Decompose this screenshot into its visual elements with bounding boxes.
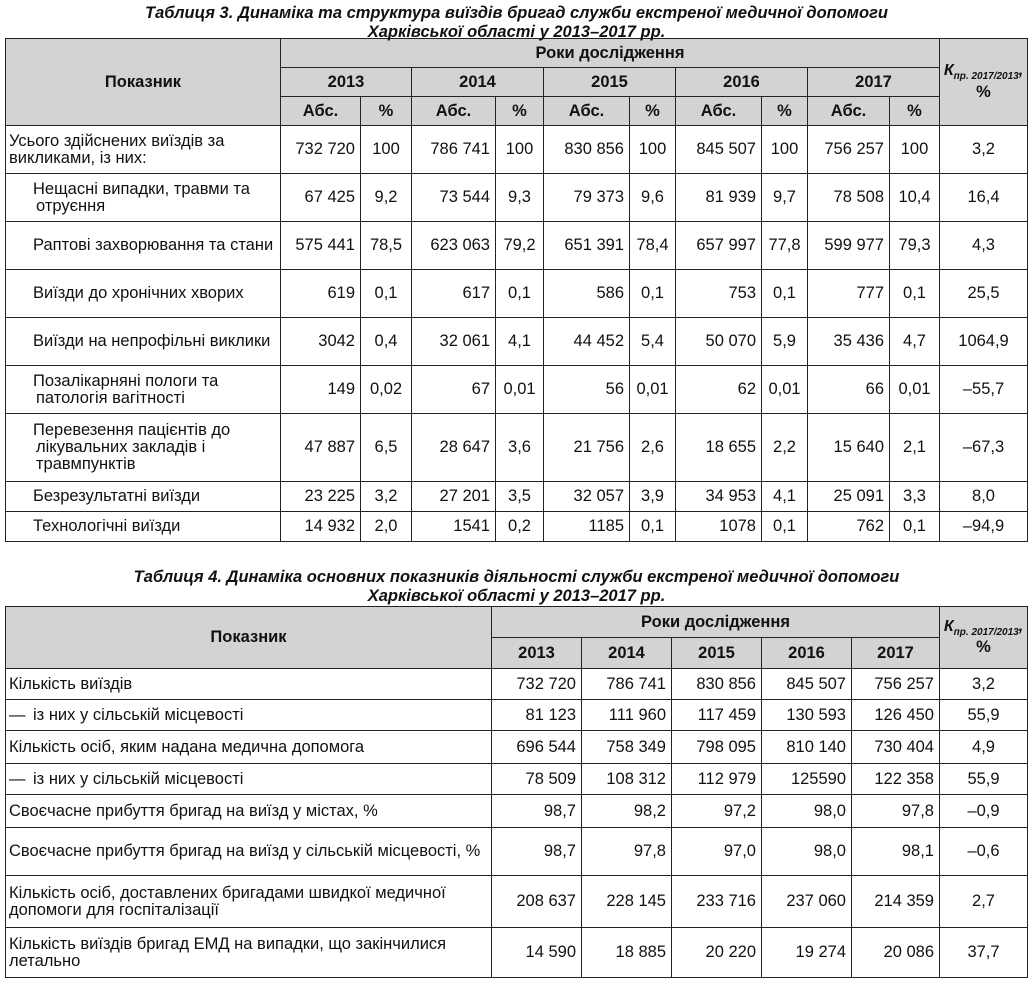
table3-k-cell: –67,3 bbox=[940, 414, 1028, 482]
table4-header-k bbox=[940, 607, 1028, 669]
table4-year-header: 2014 bbox=[582, 638, 672, 669]
table3-pct-cell: 0,1 bbox=[762, 270, 808, 318]
table3-pct-cell: 0,01 bbox=[630, 366, 676, 414]
table4-header-k-suffix: , bbox=[1018, 617, 1024, 635]
table3-row-label bbox=[6, 222, 281, 270]
table4-k-cell: 37,7 bbox=[940, 928, 1028, 978]
table4-row-label bbox=[6, 669, 492, 700]
table3-year-header: 2017 bbox=[808, 68, 940, 97]
table4-row-label-text: Кількість осіб, яким надана медична допомога bbox=[9, 737, 365, 756]
table4-value-cell: 78 509 bbox=[492, 764, 582, 795]
table3-pct-cell: 2,0 bbox=[361, 512, 412, 542]
table3-pct-cell: 0,2 bbox=[496, 512, 544, 542]
table3-abs-cell: 81 939 bbox=[676, 174, 762, 222]
table3-header-k-main: К bbox=[943, 62, 954, 80]
table4-k-cell: 4,9 bbox=[940, 731, 1028, 764]
table4-row-label bbox=[6, 731, 492, 764]
dash-marker bbox=[9, 237, 33, 254]
table4-row-label bbox=[6, 828, 492, 876]
row-label-wrap bbox=[9, 422, 277, 473]
table3-caption-line1: Таблиця 3. Динаміка та структура виїздів бригад служби екстреної медичної допомоги bbox=[145, 4, 888, 22]
table4-value-cell: 696 544 bbox=[492, 731, 582, 764]
table3-abs-cell: 1541 bbox=[412, 512, 496, 542]
row-label-wrap bbox=[9, 518, 277, 535]
table4-header-k-main: К bbox=[943, 617, 954, 635]
table4-value-cell: 112 979 bbox=[672, 764, 762, 795]
table3-row bbox=[6, 366, 1028, 414]
table3-row bbox=[6, 482, 1028, 512]
table3-pct-cell: 10,4 bbox=[890, 174, 940, 222]
table3-pct-cell: 0,01 bbox=[762, 366, 808, 414]
table3-pct-cell: 3,9 bbox=[630, 482, 676, 512]
table4-value-cell: 97,0 bbox=[672, 828, 762, 876]
table3-row-label bbox=[6, 414, 281, 482]
table3-abs-header: Абс. bbox=[676, 97, 762, 126]
table4-value-cell: 228 145 bbox=[582, 876, 672, 928]
table4-row-label-text: Своєчасне прибуття бригад на виїзд у містах, % bbox=[9, 801, 378, 820]
table3-header-k-unit: % bbox=[976, 82, 991, 101]
table4 bbox=[5, 606, 1028, 978]
table3-row-label-text: Позалікарняні пологи та патологія вагітності bbox=[33, 371, 219, 407]
table3-abs-cell: 14 932 bbox=[281, 512, 361, 542]
table4-row bbox=[6, 795, 1028, 828]
table4-value-cell: 98,7 bbox=[492, 795, 582, 828]
table3-header-indicator: Показник bbox=[6, 39, 281, 126]
table3-row bbox=[6, 512, 1028, 542]
table3-pct-cell: 2,6 bbox=[630, 414, 676, 482]
table4-value-cell: 798 095 bbox=[672, 731, 762, 764]
table4-value-cell: 208 637 bbox=[492, 876, 582, 928]
table3-pct-cell: 9,2 bbox=[361, 174, 412, 222]
table3-row-label bbox=[6, 174, 281, 222]
table4-value-cell: 237 060 bbox=[762, 876, 852, 928]
table3-abs-cell: 25 091 bbox=[808, 482, 890, 512]
table3-pct-cell: 4,1 bbox=[496, 318, 544, 366]
table4-caption bbox=[0, 568, 1033, 606]
table4-value-cell: 19 274 bbox=[762, 928, 852, 978]
table3-pct-cell: 100 bbox=[496, 126, 544, 174]
table3-pct-cell: 79,2 bbox=[496, 222, 544, 270]
table3-abs-cell: 575 441 bbox=[281, 222, 361, 270]
table3-row bbox=[6, 222, 1028, 270]
table4-header-k-sub: пр. 2017/2013 bbox=[953, 627, 1019, 639]
table3-pct-cell: 4,7 bbox=[890, 318, 940, 366]
table3-pct-cell: 100 bbox=[630, 126, 676, 174]
table3-pct-header: % bbox=[630, 97, 676, 126]
table3-row bbox=[6, 414, 1028, 482]
table3-pct-header: % bbox=[762, 97, 808, 126]
table3-abs-cell: 732 720 bbox=[281, 126, 361, 174]
table3-abs-cell: 1185 bbox=[544, 512, 630, 542]
table3-row bbox=[6, 318, 1028, 366]
table3-row-label bbox=[6, 366, 281, 414]
table3-pct-header: % bbox=[361, 97, 412, 126]
table4-year-header: 2013 bbox=[492, 638, 582, 669]
table3-row-label-text: Технологічні виїзди bbox=[33, 517, 181, 535]
table3-abs-cell: 21 756 bbox=[544, 414, 630, 482]
table4-value-cell: 18 885 bbox=[582, 928, 672, 978]
table4-value-cell: 98,2 bbox=[582, 795, 672, 828]
table3-header-k-suffix: , bbox=[1018, 62, 1024, 80]
table4-row-label bbox=[6, 700, 492, 731]
table3-abs-cell: 34 953 bbox=[676, 482, 762, 512]
dash-marker: — bbox=[9, 769, 26, 788]
table3-pct-cell: 78,4 bbox=[630, 222, 676, 270]
table3-k-cell: 16,4 bbox=[940, 174, 1028, 222]
table4-value-cell: 108 312 bbox=[582, 764, 672, 795]
table3-pct-cell: 0,1 bbox=[890, 512, 940, 542]
table3-pct-cell: 0,02 bbox=[361, 366, 412, 414]
table3-abs-cell: 44 452 bbox=[544, 318, 630, 366]
table4-value-cell: 97,8 bbox=[582, 828, 672, 876]
table4-caption-line2: Харківської області у 2013–2017 рр. bbox=[367, 587, 666, 605]
table4-value-cell: 810 140 bbox=[762, 731, 852, 764]
table3-abs-cell: 47 887 bbox=[281, 414, 361, 482]
table4-k-cell: –0,9 bbox=[940, 795, 1028, 828]
table3-abs-header: Абс. bbox=[544, 97, 630, 126]
table3-abs-cell: 599 977 bbox=[808, 222, 890, 270]
table3-pct-cell: 100 bbox=[361, 126, 412, 174]
table4-value-cell: 20 086 bbox=[852, 928, 940, 978]
table3-pct-cell: 79,3 bbox=[890, 222, 940, 270]
dash-marker bbox=[9, 518, 33, 535]
table3-pct-cell: 3,2 bbox=[361, 482, 412, 512]
table4-row-label bbox=[6, 795, 492, 828]
table4-value-cell: 786 741 bbox=[582, 669, 672, 700]
table3-abs-cell: 78 508 bbox=[808, 174, 890, 222]
table3-abs-cell: 830 856 bbox=[544, 126, 630, 174]
table3-year-header: 2013 bbox=[281, 68, 412, 97]
table3-row-label-text: Нещасні випадки, травми та отруєння bbox=[33, 179, 250, 215]
table3-abs-header: Абс. bbox=[281, 97, 361, 126]
table3-abs-cell: 18 655 bbox=[676, 414, 762, 482]
table3-abs-cell: 73 544 bbox=[412, 174, 496, 222]
table3-row-label-text: Виїзди на непрофільні виклики bbox=[33, 332, 271, 350]
table4-value-cell: 117 459 bbox=[672, 700, 762, 731]
table4-value-cell: 730 404 bbox=[852, 731, 940, 764]
row-label-wrap bbox=[9, 373, 277, 407]
table4-k-cell: 55,9 bbox=[940, 764, 1028, 795]
table4-value-cell: 758 349 bbox=[582, 731, 672, 764]
table3-row-label-text: Виїзди до хронічних хворих bbox=[33, 284, 244, 302]
table4-value-cell: 126 450 bbox=[852, 700, 940, 731]
table3-pct-cell: 100 bbox=[762, 126, 808, 174]
table4-header-years: Роки дослідження bbox=[492, 607, 940, 638]
table4-value-cell: 98,0 bbox=[762, 795, 852, 828]
table3-k-cell: 3,2 bbox=[940, 126, 1028, 174]
table3-pct-cell: 3,6 bbox=[496, 414, 544, 482]
table3-abs-cell: 756 257 bbox=[808, 126, 890, 174]
table3-k-cell: 1064,9 bbox=[940, 318, 1028, 366]
table3-k-cell: –55,7 bbox=[940, 366, 1028, 414]
table3-pct-cell: 100 bbox=[890, 126, 940, 174]
table4-caption-line1: Таблиця 4. Динаміка основних показників діяльності служби екстреної медичної допомоги bbox=[133, 568, 900, 586]
table3-k-cell: 25,5 bbox=[940, 270, 1028, 318]
table4-row-label-text: Кількість виїздів bbox=[9, 674, 133, 693]
table4-row bbox=[6, 700, 1028, 731]
table4-value-cell: 98,0 bbox=[762, 828, 852, 876]
table3-abs-cell: 67 bbox=[412, 366, 496, 414]
row-label-wrap bbox=[9, 237, 277, 254]
table3-pct-cell: 2,1 bbox=[890, 414, 940, 482]
table3-pct-cell: 3,3 bbox=[890, 482, 940, 512]
table3-row-label bbox=[6, 482, 281, 512]
table4-value-cell: 125590 bbox=[762, 764, 852, 795]
table3 bbox=[5, 38, 1028, 542]
table3-year-header: 2015 bbox=[544, 68, 676, 97]
table3-abs-cell: 32 061 bbox=[412, 318, 496, 366]
table3-pct-header: % bbox=[496, 97, 544, 126]
table3-k-cell: –94,9 bbox=[940, 512, 1028, 542]
table4-year-header: 2015 bbox=[672, 638, 762, 669]
table4-row bbox=[6, 828, 1028, 876]
dash-marker bbox=[9, 488, 33, 505]
table3-abs-cell: 586 bbox=[544, 270, 630, 318]
table4-row-label-text: Кількість осіб, доставлених бригадами швидкої медичної допомоги для госпіталізації bbox=[9, 883, 446, 919]
table3-pct-cell: 0,1 bbox=[630, 270, 676, 318]
table3-pct-cell: 3,5 bbox=[496, 482, 544, 512]
table4-value-cell: 233 716 bbox=[672, 876, 762, 928]
table3-pct-cell: 0,1 bbox=[361, 270, 412, 318]
table3-pct-cell: 5,4 bbox=[630, 318, 676, 366]
table4-value-cell: 845 507 bbox=[762, 669, 852, 700]
dash-marker: — bbox=[9, 705, 26, 724]
dash-marker bbox=[9, 422, 33, 439]
table4-row-label bbox=[6, 764, 492, 795]
table4-row-label-text: Своєчасне прибуття бригад на виїзд у сільській місцевості, % bbox=[9, 842, 481, 860]
table3-header-years: Роки дослідження bbox=[281, 39, 940, 68]
table3-row-label bbox=[6, 270, 281, 318]
table3-pct-cell: 77,8 bbox=[762, 222, 808, 270]
table3-abs-cell: 28 647 bbox=[412, 414, 496, 482]
table3-abs-cell: 753 bbox=[676, 270, 762, 318]
table3-row-label-text: Усього здійснених виїздів за викликами, із них: bbox=[9, 131, 225, 167]
table4-value-cell: 98,1 bbox=[852, 828, 940, 876]
table3-abs-cell: 623 063 bbox=[412, 222, 496, 270]
table3-k-cell: 4,3 bbox=[940, 222, 1028, 270]
row-label-wrap bbox=[9, 488, 277, 505]
table4-row bbox=[6, 876, 1028, 928]
table3-abs-cell: 79 373 bbox=[544, 174, 630, 222]
table3-abs-cell: 66 bbox=[808, 366, 890, 414]
table3-abs-cell: 651 391 bbox=[544, 222, 630, 270]
table3-pct-header: % bbox=[890, 97, 940, 126]
table4-value-cell: 830 856 bbox=[672, 669, 762, 700]
table3-abs-cell: 50 070 bbox=[676, 318, 762, 366]
table3-row-label-text: Раптові захворювання та стани bbox=[33, 236, 274, 254]
table4-k-cell: 3,2 bbox=[940, 669, 1028, 700]
table4-value-cell: 214 359 bbox=[852, 876, 940, 928]
table4-k-cell: –0,6 bbox=[940, 828, 1028, 876]
table3-row-label-text: Безрезультатні виїзди bbox=[33, 487, 201, 505]
table3-pct-cell: 0,1 bbox=[762, 512, 808, 542]
table3-pct-cell: 4,1 bbox=[762, 482, 808, 512]
table4-value-cell: 732 720 bbox=[492, 669, 582, 700]
table4-value-cell: 97,8 bbox=[852, 795, 940, 828]
table4-row bbox=[6, 669, 1028, 700]
table4-row bbox=[6, 731, 1028, 764]
table3-abs-header: Абс. bbox=[808, 97, 890, 126]
table3-abs-cell: 62 bbox=[676, 366, 762, 414]
table3-abs-cell: 777 bbox=[808, 270, 890, 318]
table3-abs-cell: 149 bbox=[281, 366, 361, 414]
table4-value-cell: 81 123 bbox=[492, 700, 582, 731]
table4-row-label bbox=[6, 876, 492, 928]
table3-abs-cell: 845 507 bbox=[676, 126, 762, 174]
table3-abs-cell: 23 225 bbox=[281, 482, 361, 512]
table3-caption bbox=[0, 0, 1033, 41]
table3-row-label bbox=[6, 318, 281, 366]
row-label-wrap bbox=[9, 285, 277, 302]
table4-header-indicator: Показник bbox=[6, 607, 492, 669]
table4-value-cell: 98,7 bbox=[492, 828, 582, 876]
dash-marker bbox=[9, 373, 33, 390]
table3-pct-cell: 2,2 bbox=[762, 414, 808, 482]
table3-year-header: 2014 bbox=[412, 68, 544, 97]
table3-row-label bbox=[6, 126, 281, 174]
table3-pct-cell: 0,4 bbox=[361, 318, 412, 366]
table3-abs-header: Абс. bbox=[412, 97, 496, 126]
row-label-wrap bbox=[9, 181, 277, 215]
table3-abs-cell: 617 bbox=[412, 270, 496, 318]
table3-abs-cell: 35 436 bbox=[808, 318, 890, 366]
table3-header-k-sub: пр. 2017/2013 bbox=[953, 71, 1019, 83]
table4-k-cell: 2,7 bbox=[940, 876, 1028, 928]
table3-abs-cell: 1078 bbox=[676, 512, 762, 542]
table3-caption-line2: Харківської області у 2013–2017 рр. bbox=[367, 23, 666, 41]
table4-row-label-text: із них у сільській місцевості bbox=[33, 769, 244, 788]
table3-row-label-text: Перевезення пацієнтів до лікувальних закладів і травмпунктів bbox=[33, 421, 231, 473]
table4-row bbox=[6, 928, 1028, 978]
table4-year-header: 2017 bbox=[852, 638, 940, 669]
dash-marker bbox=[9, 333, 33, 350]
table3-pct-cell: 0,1 bbox=[890, 270, 940, 318]
table3-pct-cell: 0,01 bbox=[890, 366, 940, 414]
table4-row-label-text: із них у сільській місцевості bbox=[33, 705, 244, 724]
table4-value-cell: 122 358 bbox=[852, 764, 940, 795]
table3-abs-cell: 67 425 bbox=[281, 174, 361, 222]
table4-header-k-unit: % bbox=[976, 638, 991, 657]
table4-year-header: 2016 bbox=[762, 638, 852, 669]
table3-abs-cell: 762 bbox=[808, 512, 890, 542]
table3-row bbox=[6, 126, 1028, 174]
table4-value-cell: 130 593 bbox=[762, 700, 852, 731]
table4-row bbox=[6, 764, 1028, 795]
table3-header-k bbox=[940, 39, 1028, 126]
table3-abs-cell: 786 741 bbox=[412, 126, 496, 174]
dash-marker bbox=[9, 181, 33, 198]
table3-pct-cell: 9,3 bbox=[496, 174, 544, 222]
table3-year-header: 2016 bbox=[676, 68, 808, 97]
table3-abs-cell: 56 bbox=[544, 366, 630, 414]
table3-pct-cell: 6,5 bbox=[361, 414, 412, 482]
row-label-wrap bbox=[9, 333, 277, 350]
table3-pct-cell: 78,5 bbox=[361, 222, 412, 270]
table3-pct-cell: 9,7 bbox=[762, 174, 808, 222]
table3-abs-cell: 32 057 bbox=[544, 482, 630, 512]
table3-pct-cell: 0,1 bbox=[630, 512, 676, 542]
table4-value-cell: 97,2 bbox=[672, 795, 762, 828]
table4-row-label bbox=[6, 928, 492, 978]
table3-pct-cell: 0,01 bbox=[496, 366, 544, 414]
table4-k-cell: 55,9 bbox=[940, 700, 1028, 731]
dash-marker bbox=[9, 285, 33, 302]
table3-row bbox=[6, 270, 1028, 318]
table3-row-label bbox=[6, 512, 281, 542]
table3-row bbox=[6, 174, 1028, 222]
table4-value-cell: 14 590 bbox=[492, 928, 582, 978]
table4-value-cell: 756 257 bbox=[852, 669, 940, 700]
table3-abs-cell: 619 bbox=[281, 270, 361, 318]
table4-value-cell: 20 220 bbox=[672, 928, 762, 978]
table3-abs-cell: 3042 bbox=[281, 318, 361, 366]
table3-pct-cell: 5,9 bbox=[762, 318, 808, 366]
table3-abs-cell: 27 201 bbox=[412, 482, 496, 512]
table3-k-cell: 8,0 bbox=[940, 482, 1028, 512]
table4-row-label-text: Кількість виїздів бригад ЕМД на випадки, що закінчилися летально bbox=[9, 934, 447, 970]
table3-pct-cell: 0,1 bbox=[496, 270, 544, 318]
table4-value-cell: 111 960 bbox=[582, 700, 672, 731]
table3-pct-cell: 9,6 bbox=[630, 174, 676, 222]
table3-abs-cell: 657 997 bbox=[676, 222, 762, 270]
table3-abs-cell: 15 640 bbox=[808, 414, 890, 482]
